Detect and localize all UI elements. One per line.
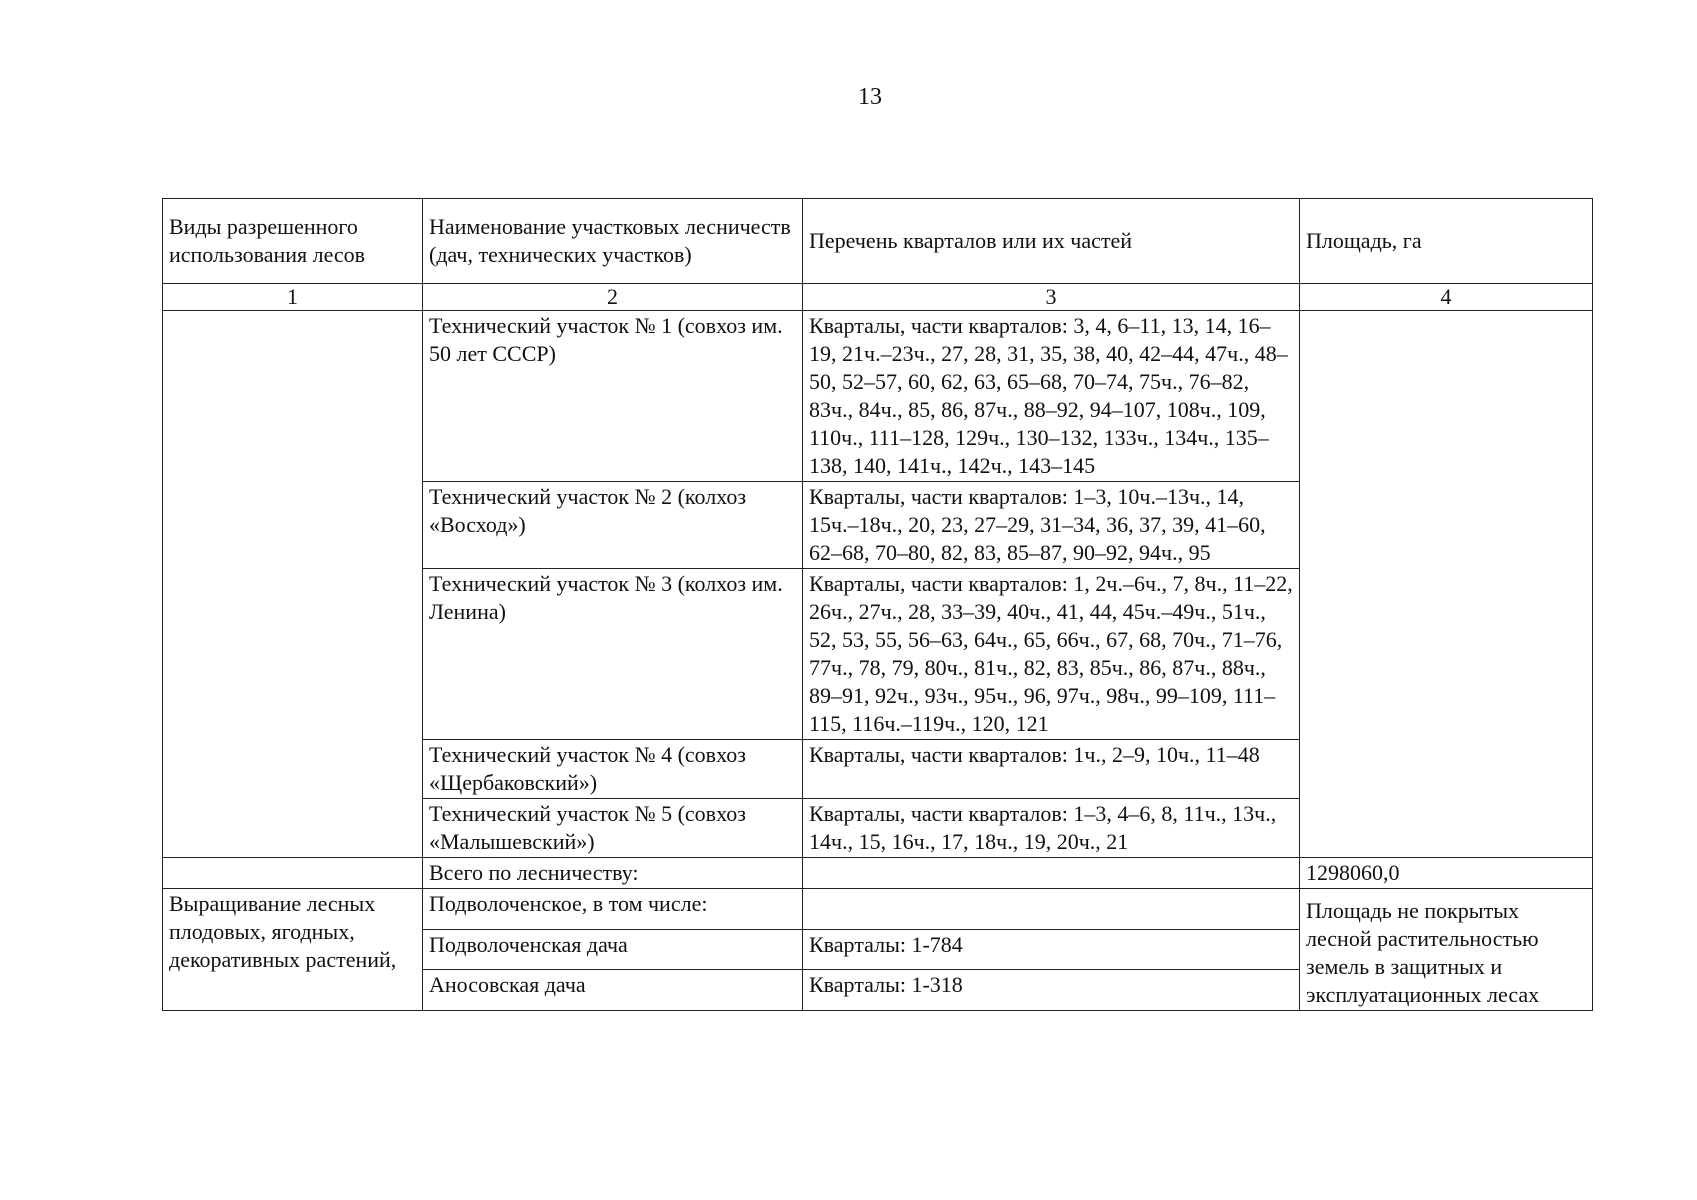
table-row (163, 889, 1593, 930)
header-quarters-list: Перечень кварталов или их частей (803, 199, 1300, 284)
forestry-name-cell: Технический участок № 2 (колхоз «Восход») (423, 482, 803, 569)
column-number: 2 (423, 284, 803, 311)
quarters-cell: Кварталы, части кварталов: 1–3, 4–6, 8, 11ч., 13ч., 14ч., 15, 16ч., 17, 18ч., 19, 20ч., 21 (803, 799, 1300, 858)
total-empty-cell (163, 858, 423, 889)
page-number: 13 (858, 84, 882, 110)
forestry-name-cell: Технический участок № 4 (совхоз «Щербаковский») (423, 740, 803, 799)
header-forestry-name: Наименование участковых лесничеств (дач, технических участков) (423, 199, 803, 284)
total-row (163, 858, 1593, 889)
forestry-name-cell: Технический участок № 3 (колхоз им. Ленина) (423, 569, 803, 740)
quarters-cell: Кварталы, части кварталов: 1ч., 2–9, 10ч., 11–48 (803, 740, 1300, 799)
column-number: 4 (1300, 284, 1593, 311)
forest-use-table (162, 198, 1593, 1011)
quarters-cell: Кварталы, части кварталов: 1, 2ч.–6ч., 7, 8ч., 11–22, 26ч., 27ч., 28, 33–39, 40ч., 41, 44, 45ч.–49ч., 51ч., 52, 53, 55, 56–63, 64ч., 65, 66ч., 67, 68, 70ч., 71–76, 77ч., 78, 79, 80ч., 81ч., 82, 83, 85ч., 86, 87ч., 88ч., 89–91, 92ч., 93ч., 95ч., 96, 97ч., 98ч., 99–109, 111–115, 116ч.–119ч., 120, 121 (803, 569, 1300, 740)
total-quarters-empty (803, 858, 1300, 889)
table-row (163, 311, 1593, 482)
header-area: Площадь, га (1300, 199, 1593, 284)
area-cell-empty (1300, 311, 1593, 858)
use-type-cell-empty (163, 311, 423, 858)
quarters-cell (803, 889, 1300, 930)
column-number-row (163, 284, 1593, 311)
quarters-cell: Кварталы: 1-318 (803, 970, 1300, 1011)
column-number: 3 (803, 284, 1300, 311)
forestry-name-cell: Аносовская дача (423, 970, 803, 1011)
forestry-name-cell: Подволоченское, в том числе: (423, 889, 803, 930)
total-area: 1298060,0 (1300, 858, 1593, 889)
forestry-name-cell: Технический участок № 5 (совхоз «Малышевский») (423, 799, 803, 858)
table-header-row (163, 199, 1593, 284)
column-number: 1 (163, 284, 423, 311)
header-use-type: Виды разрешенного использования лесов (163, 199, 423, 284)
quarters-cell: Кварталы: 1-784 (803, 929, 1300, 970)
forestry-name-cell: Подволоченская дача (423, 929, 803, 970)
forestry-name-cell: Технический участок № 1 (совхоз им. 50 лет СССР) (423, 311, 803, 482)
use-type-cell: Выращивание лесных плодовых, ягодных, декоративных растений, (163, 889, 423, 1011)
quarters-cell: Кварталы, части кварталов: 1–3, 10ч.–13ч., 14, 15ч.–18ч., 20, 23, 27–29, 31–34, 36, 37, 39, 41–60, 62–68, 70–80, 82, 83, 85–87, 90–92, 94ч., 95 (803, 482, 1300, 569)
area-note-cell: Площадь не покрытых лесной растительностью земель в защитных и эксплуатационных лесах (1300, 889, 1593, 1011)
total-label: Всего по лесничеству: (423, 858, 803, 889)
quarters-cell: Кварталы, части кварталов: 3, 4, 6–11, 13, 14, 16–19, 21ч.–23ч., 27, 28, 31, 35, 38, 40, 42–44, 47ч., 48–50, 52–57, 60, 62, 63, 65–68, 70–74, 75ч., 76–82, 83ч., 84ч., 85, 86, 87ч., 88–92, 94–107, 108ч., 109, 110ч., 111–128, 129ч., 130–132, 133ч., 134ч., 135–138, 140, 141ч., 142ч., 143–145 (803, 311, 1300, 482)
